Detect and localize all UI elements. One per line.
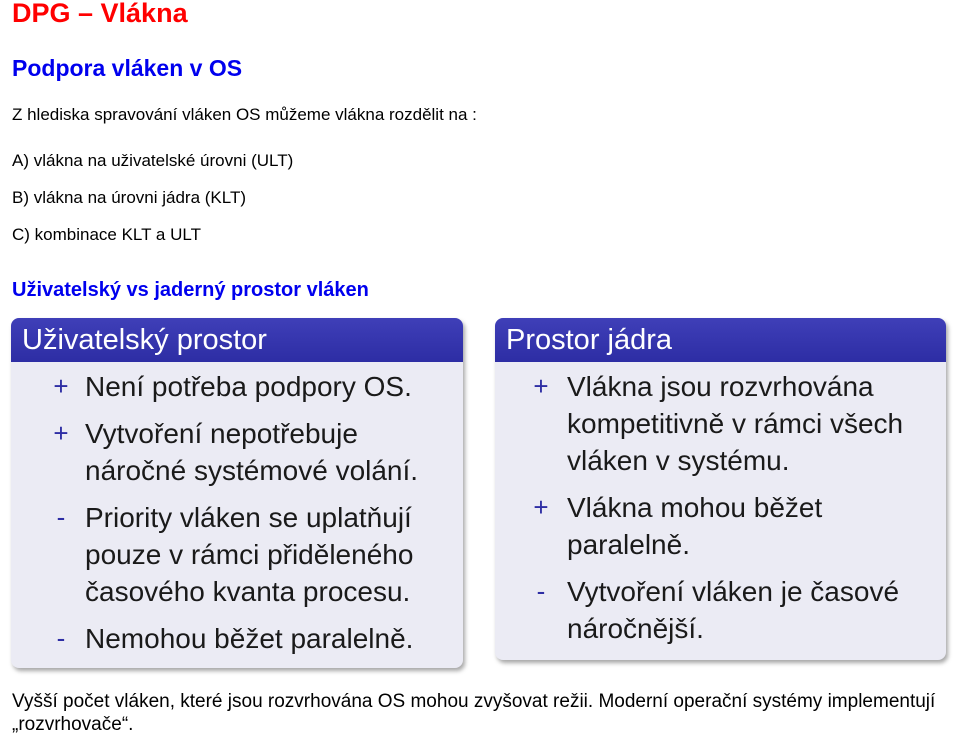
minus-icon: - <box>56 623 66 653</box>
item-line: kompetitivně v rámci všech <box>567 408 904 439</box>
item-line: Vytvoření vláken je časové <box>567 576 900 607</box>
item-line: Priority vláken se uplatňují <box>85 502 412 533</box>
item-line: náročné systémové volání. <box>85 455 419 486</box>
item-line: Vytvoření nepotřebuje <box>85 418 358 449</box>
kernel-space-item <box>495 573 946 647</box>
item-line: paralelně. <box>567 529 690 560</box>
kernel-space-block <box>495 318 946 660</box>
slide-title: DPG – Vlákna <box>12 0 188 28</box>
option-ult: A) vlákna na uživatelské úrovni (ULT) <box>12 151 294 170</box>
kernel-space-list <box>495 362 946 647</box>
plus-icon: + <box>533 492 549 522</box>
intro-text: Z hlediska spravování vláken OS můžeme vlákna rozdělit na : <box>12 105 477 124</box>
item-line: Vlákna jsou rozvrhována <box>567 371 874 402</box>
item-line: vláken v systému. <box>567 445 790 476</box>
user-space-item <box>11 368 463 405</box>
minus-icon: - <box>536 576 546 606</box>
user-space-item <box>11 620 463 657</box>
user-space-list <box>11 362 463 657</box>
kernel-space-item <box>495 368 946 479</box>
item-line: Vlákna mohou běžet <box>567 492 823 523</box>
option-combination: C) kombinace KLT a ULT <box>12 225 201 244</box>
slide-subtitle: Podpora vláken v OS <box>12 55 243 81</box>
user-space-block <box>11 318 463 668</box>
item-line: časového kvanta procesu. <box>85 576 411 607</box>
user-space-header: Uživatelský prostor <box>11 318 463 362</box>
option-klt: B) vlákna na úrovni jádra (KLT) <box>12 188 247 207</box>
item-line: Nemohou běžet paralelně. <box>85 623 414 654</box>
plus-icon: + <box>53 418 69 448</box>
footer-text: Vyšší počet vláken, které jsou rozvrhována OS mohou zvyšovat režii. Moderní operační systémy implementují „rozvrhovače“. <box>12 691 936 735</box>
item-line: Není potřeba podpory OS. <box>85 371 412 402</box>
kernel-space-header: Prostor jádra <box>495 318 946 362</box>
item-line: pouze v rámci přiděleného <box>85 539 414 570</box>
plus-icon: + <box>533 371 549 401</box>
user-space-item <box>11 415 463 489</box>
minus-icon: - <box>56 502 66 532</box>
item-line: náročnější. <box>567 613 704 644</box>
section-heading: Uživatelský vs jaderný prostor vláken <box>12 279 369 301</box>
plus-icon: + <box>53 371 69 401</box>
user-space-item <box>11 499 463 610</box>
kernel-space-item <box>495 489 946 563</box>
